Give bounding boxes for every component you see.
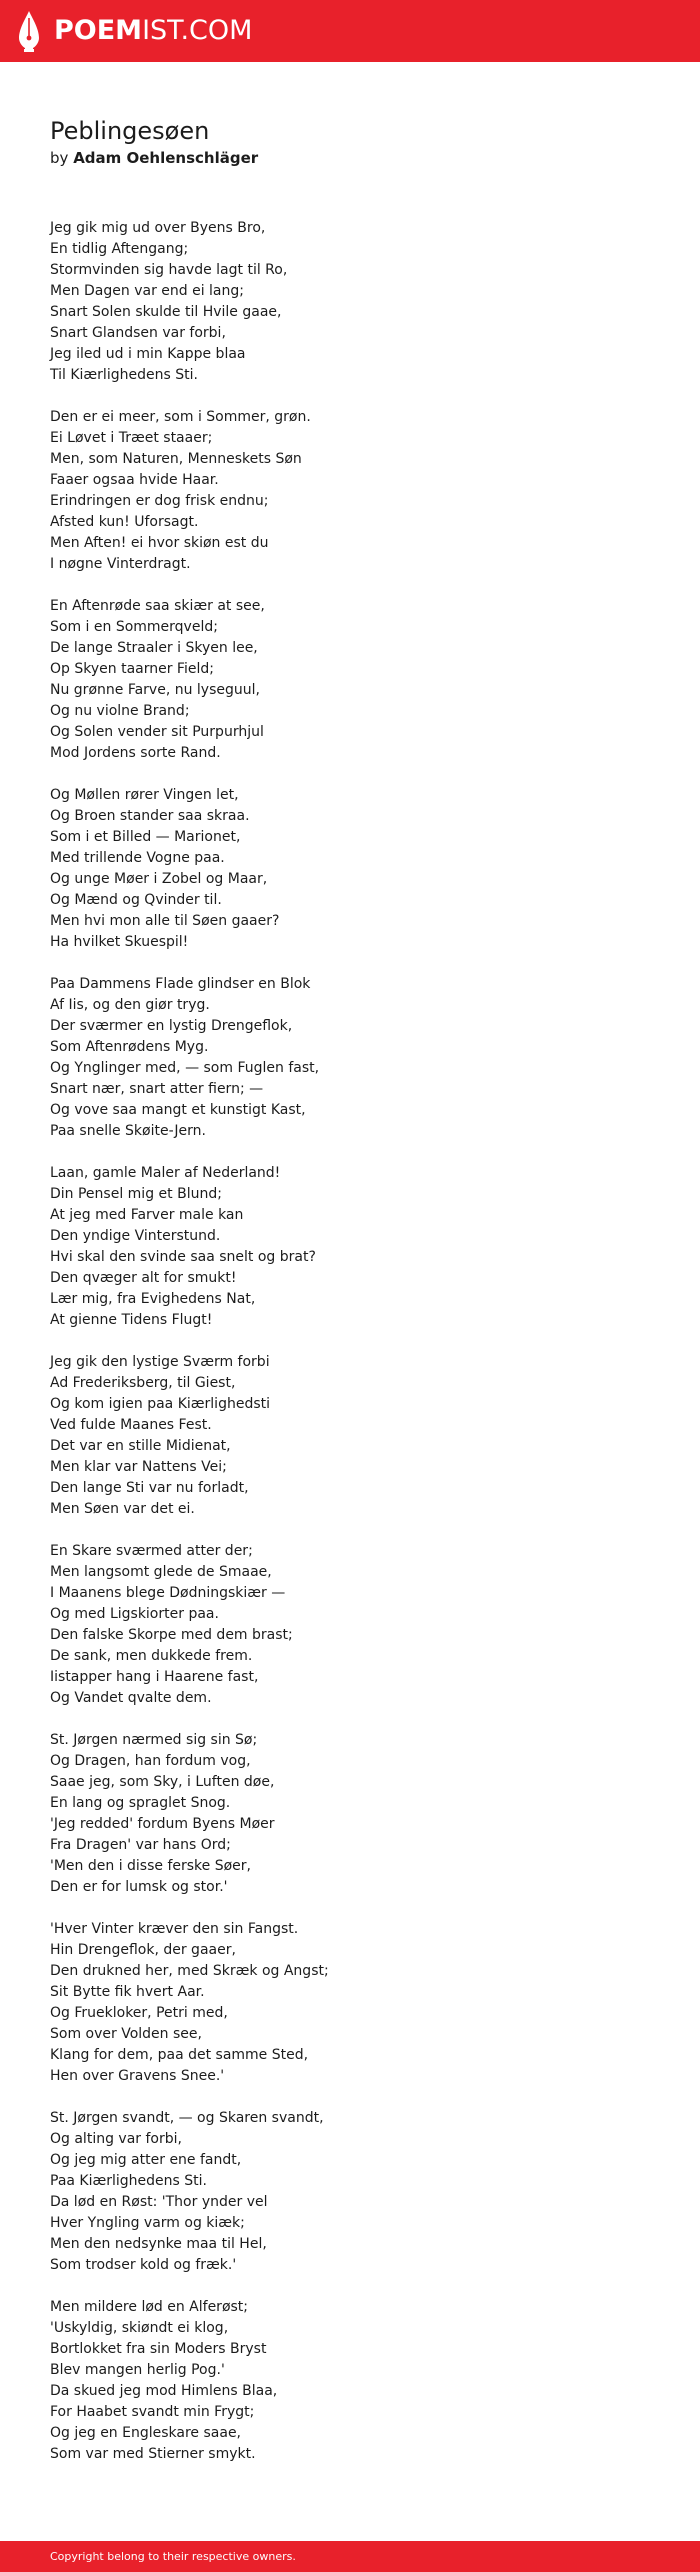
poem-line: Og alting var forbi, <box>50 2131 182 2147</box>
poem-line: Og unge Møer i Zobel og Maar, <box>50 871 268 887</box>
poem-author[interactable]: Adam Oehlenschläger <box>73 149 259 167</box>
poem-line: En Aftenrøde saa skiær at see, <box>50 598 265 614</box>
poem-line: Op Skyen taarner Field; <box>50 661 214 677</box>
poem-line: Jeg gik den lystige Sværm forbi <box>50 1354 270 1370</box>
poem-line: Saae jeg, som Sky, i Luften døe, <box>50 1774 275 1790</box>
poem-line: Og Møllen rører Vingen let, <box>50 787 239 803</box>
poem-line: Og Mænd og Qvinder til. <box>50 892 222 908</box>
site-logo[interactable] <box>17 10 252 52</box>
poem-line: Der sværmer en lystig Drengeflok, <box>50 1018 293 1034</box>
poem-line: For Haabet svandt min Frygt; <box>50 2404 255 2420</box>
poem-line: Lær mig, fra Evighedens Nat, <box>50 1291 256 1307</box>
poem-line: De lange Straaler i Skyen lee, <box>50 640 258 656</box>
poem-stanza <box>50 1730 650 1898</box>
poem-line: Stormvinden sig havde lagt til Ro, <box>50 262 288 278</box>
poem-line: Men den nedsynke maa til Hel, <box>50 2236 267 2252</box>
poem-line: I nøgne Vinterdragt. <box>50 556 191 572</box>
poem-line: Men klar var Nattens Vei; <box>50 1459 227 1475</box>
poem-line: Iistapper hang i Haarene fast, <box>50 1669 259 1685</box>
poem-line: Ha hvilket Skuespil! <box>50 934 189 950</box>
poem-line: Paa Dammens Flade glindser en Blok <box>50 976 311 992</box>
poem-line: Med trillende Vogne paa. <box>50 850 225 866</box>
poem-line: Den er ei meer, som i Sommer, grøn. <box>50 409 311 425</box>
byline-prefix: by <box>50 149 69 167</box>
poem-line: I Maanens blege Dødningskiær — <box>50 1585 286 1601</box>
poem-line: Og nu violne Brand; <box>50 703 190 719</box>
poem-line: Hin Drengeflok, der gaaer, <box>50 1942 236 1958</box>
poem-stanza <box>50 2297 650 2465</box>
poem-line: Af Iis, og den giør tryg. <box>50 997 210 1013</box>
poem-line: Ei Løvet i Træet staaer; <box>50 430 213 446</box>
poem-line: 'Jeg redded' fordum Byens Møer <box>50 1816 275 1832</box>
poem-line: Og jeg mig atter ene fandt, <box>50 2152 242 2168</box>
poem-line: En tidlig Aftengang; <box>50 241 189 257</box>
poem-stanza <box>50 1919 650 2087</box>
poem-line: Men mildere lød en Alferøst; <box>50 2299 249 2315</box>
poem-line: Som over Volden see, <box>50 2026 202 2042</box>
poem-line: Da lød en Røst: 'Thor ynder vel <box>50 2194 268 2210</box>
poem-line: Og Dragen, han fordum vog, <box>50 1753 251 1769</box>
poem-stanza <box>50 218 650 386</box>
poem-line: Men Aften! ei hvor skiøn est du <box>50 535 269 551</box>
poem-line: Da skued jeg mod Himlens Blaa, <box>50 2383 278 2399</box>
poem-line: Jeg gik mig ud over Byens Bro, <box>50 220 266 236</box>
poem-line: Og Ynglinger med, — som Fuglen fast, <box>50 1060 320 1076</box>
pen-nib-icon <box>17 10 41 52</box>
poem-line: At jeg med Farver male kan <box>50 1207 244 1223</box>
poem-line: Jeg iled ud i min Kappe blaa <box>50 346 246 362</box>
site-header <box>0 0 700 62</box>
poem-line: Den lange Sti var nu forladt, <box>50 1480 249 1496</box>
poem-line: Nu grønne Farve, nu lyseguul, <box>50 682 260 698</box>
copyright-notice: Copyright belong to their respective owners. <box>50 2550 296 2563</box>
poem-line: Hver Yngling varm og kiæk; <box>50 2215 245 2231</box>
poem-line: Og med Ligskiorter paa. <box>50 1606 219 1622</box>
poem-line: En lang og spraglet Snog. <box>50 1795 231 1811</box>
poem-line: Og vove saa mangt et kunstigt Kast, <box>50 1102 306 1118</box>
poem-line: Til Kiærlighedens Sti. <box>50 367 198 383</box>
poem-line: St. Jørgen svandt, — og Skaren svandt, <box>50 2110 324 2126</box>
poem-title: Peblingesøen <box>50 117 210 145</box>
poem-line: Men Dagen var end ei lang; <box>50 283 244 299</box>
poem-line: Den yndige Vinterstund. <box>50 1228 221 1244</box>
poem-line: Den qvæger alt for smukt! <box>50 1270 237 1286</box>
poem-line: Bortlokket fra sin Moders Bryst <box>50 2341 267 2357</box>
poem-line: Ad Frederiksberg, til Giest, <box>50 1375 236 1391</box>
poem-line: Den drukned her, med Skræk og Angst; <box>50 1963 329 1979</box>
poem-line: Erindringen er dog frisk endnu; <box>50 493 269 509</box>
poem-line: Som i en Sommerqveld; <box>50 619 218 635</box>
poem-line: Blev mangen herlig Pog.' <box>50 2362 225 2378</box>
poem-line: Og Fruekloker, Petri med, <box>50 2005 228 2021</box>
poem-line: Og Solen vender sit Purpurhjul <box>50 724 264 740</box>
poem-line: Og Broen stander saa skraa. <box>50 808 250 824</box>
poem-line: Klang for dem, paa det samme Sted, <box>50 2047 309 2063</box>
poem-byline <box>50 147 650 169</box>
poem-line: Laan, gamle Maler af Nederland! <box>50 1165 281 1181</box>
poem-line: Og Vandet qvalte dem. <box>50 1690 212 1706</box>
poem-stanza <box>50 2108 650 2276</box>
poem-line: Paa snelle Skøite-Jern. <box>50 1123 207 1139</box>
poem-body <box>50 218 650 2486</box>
poem-line: Fra Dragen' var hans Ord; <box>50 1837 231 1853</box>
poem-line: De sank, men dukkede frem. <box>50 1648 253 1664</box>
poem-line: Og jeg en Engleskare saae, <box>50 2425 242 2441</box>
poem-stanza <box>50 407 650 575</box>
poem-line: Snart Solen skulde til Hvile gaae, <box>50 304 282 320</box>
poem-line: Og kom igien paa Kiærlighedsti <box>50 1396 271 1412</box>
poem-line: Det var en stille Midienat, <box>50 1438 231 1454</box>
poem-stanza <box>50 1163 650 1331</box>
poem-line: 'Uskyldig, skiøndt ei klog, <box>50 2320 229 2336</box>
poem-line: 'Men den i disse ferske Søer, <box>50 1858 251 1874</box>
poem-line: Faaer ogsaa hvide Haar. <box>50 472 219 488</box>
poem-line: En Skare sværmed atter der; <box>50 1543 253 1559</box>
poem-stanza <box>50 1541 650 1709</box>
poem-line: Sit Bytte fik hvert Aar. <box>50 1984 205 2000</box>
poem-line: Men langsomt glede de Smaae, <box>50 1564 272 1580</box>
poem-line: Paa Kiærlighedens Sti. <box>50 2173 207 2189</box>
poem-line: Men, som Naturen, Menneskets Søn <box>50 451 302 467</box>
poem-line: Som i et Billed — Marionet, <box>50 829 241 845</box>
poem-line: Som Aftenrødens Myg. <box>50 1039 209 1055</box>
logo-text-light: IST.COM <box>142 15 253 46</box>
poem-stanza <box>50 1352 650 1520</box>
poem-stanza <box>50 974 650 1142</box>
poem-line: Som trodser kold og fræk.' <box>50 2257 237 2273</box>
poem-stanza <box>50 596 650 764</box>
site-footer <box>0 2541 700 2572</box>
poem-line: Ved fulde Maanes Fest. <box>50 1417 212 1433</box>
poem-line: Men hvi mon alle til Søen gaaer? <box>50 913 280 929</box>
poem-line: Snart Glandsen var forbi, <box>50 325 226 341</box>
logo-text-bold: POEM <box>54 15 143 46</box>
poem-line: St. Jørgen nærmed sig sin Sø; <box>50 1732 258 1748</box>
poem-line: Hen over Gravens Snee.' <box>50 2068 225 2084</box>
poem-stanza <box>50 785 650 953</box>
poem-line: At gienne Tidens Flugt! <box>50 1312 213 1328</box>
poem-line: Som var med Stierner smykt. <box>50 2446 256 2462</box>
poem-line: Snart nær, snart atter fiern; — <box>50 1081 264 1097</box>
poem-header <box>50 115 650 169</box>
poem-line: Den er for lumsk og stor.' <box>50 1879 228 1895</box>
poem-line: Din Pensel mig et Blund; <box>50 1186 222 1202</box>
poem-line: Hvi skal den svinde saa snelt og brat? <box>50 1249 316 1265</box>
poem-line: Afsted kun! Uforsagt. <box>50 514 199 530</box>
poem-line: Mod Jordens sorte Rand. <box>50 745 221 761</box>
poem-line: Men Søen var det ei. <box>50 1501 195 1517</box>
logo-wordmark <box>54 10 252 52</box>
poem-line: 'Hver Vinter kræver den sin Fangst. <box>50 1921 299 1937</box>
poem-line: Den falske Skorpe med dem brast; <box>50 1627 293 1643</box>
